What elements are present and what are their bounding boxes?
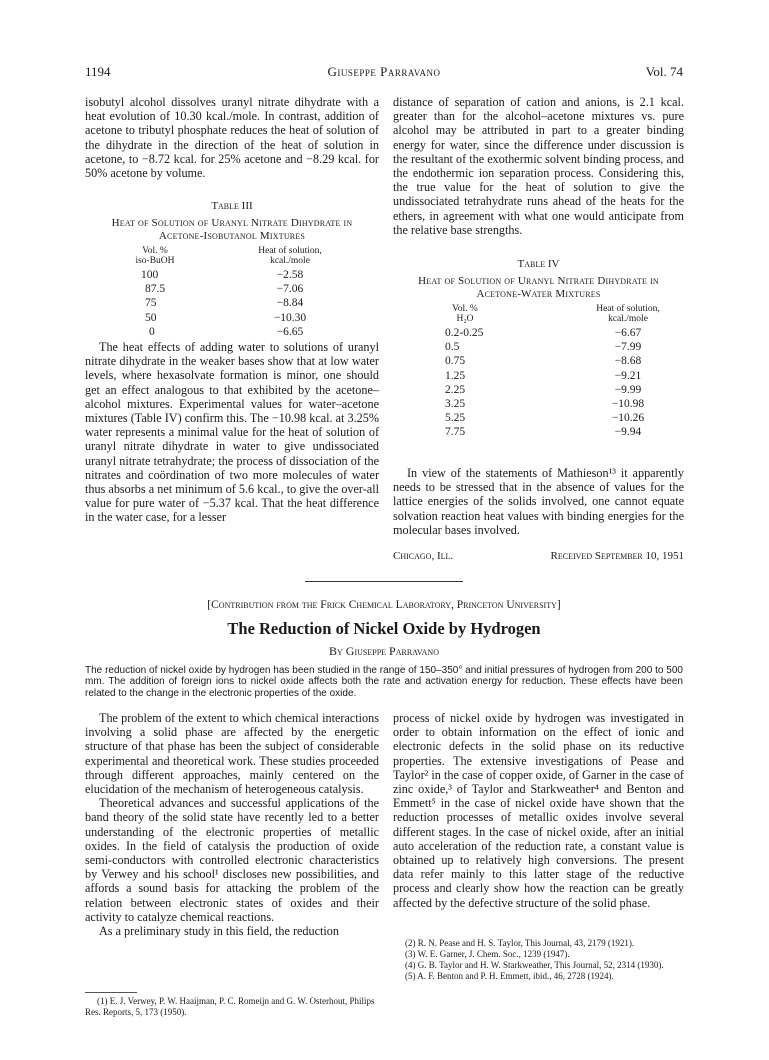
prev-left-paragraph-2: The heat effects of adding water to solutions of uranyl nitrate dihydrate in the weaker bases show that at low water levels, where hexasolvate formation is minor, one should get an effect analogous to that exhibited by the acetone–alcohol mixtures. Experimental values for water–acetone mixtures (Table IV) confirm this. The −10.98 kcal. at 3.25% water represents a minimal value for the heat of solution of uranyl nitrate dihydrate in water to give undissociated uranyl nitrate tetrahydrate; the process of dissociation of the nitrates and coördination of two more molecules of water thus absorbs a net minimum of 5.6 kcal., to give the over-all value for pure water of −5.37 kcal. That the heat difference in the water case, for a lesser bbox=[85, 340, 379, 525]
table-4 bbox=[393, 258, 684, 444]
table-4-vol-column bbox=[445, 326, 525, 440]
table-3-col1-header-l1: Vol. % bbox=[142, 246, 168, 256]
table-4-col1-header-l2: H₂O bbox=[456, 314, 474, 324]
footnotes-right bbox=[393, 938, 684, 982]
article-left-paragraph-2: Theoretical advances and successful applications of the band theory of the solid state have recently led to a better understanding of the electronic properties of metallic oxides. In the field of catalysis the production of oxide semi-conductors with controlled electronic characteristics by Verwey and his school¹ discloses new possibilities, and affords a sound basis for attacking the problem of the relation between electronic states of oxides and their activity to catalyze chemical reactions. bbox=[85, 796, 379, 924]
running-author: Giuseppe Parravano bbox=[327, 64, 441, 79]
prev-right-column-continued bbox=[393, 466, 684, 537]
table-row: −9.99 bbox=[614, 383, 642, 396]
footnote-rule-left bbox=[85, 992, 137, 993]
table-4-title-line-1: Heat of Solution of Uranyl Nitrate Dihydrate in bbox=[418, 275, 659, 287]
footnote: (3) W. E. Garner, J. Chem. Soc., 1239 (1947). bbox=[405, 949, 570, 959]
article-separator bbox=[305, 581, 463, 582]
table-row: 1.25 bbox=[445, 369, 466, 382]
table-row: 3.25 bbox=[445, 398, 466, 411]
table-3-title-line-2: Acetone-Isobutanol Mixtures bbox=[158, 230, 306, 242]
prev-right-column bbox=[393, 95, 684, 237]
table-4-body bbox=[393, 326, 684, 444]
table-3-title-line-1: Heat of Solution of Uranyl Nitrate Dihydrate in bbox=[111, 217, 353, 229]
prev-left-column bbox=[85, 95, 379, 180]
table-3-body bbox=[85, 268, 379, 343]
table-4-title-line-2: Acetone-Water Mixtures bbox=[476, 288, 601, 300]
contribution-line: [Contribution from the Frick Chemical Laboratory, Princeton University] bbox=[207, 599, 561, 611]
table-row: 75 bbox=[145, 297, 157, 310]
table-row: −10.26 bbox=[611, 412, 645, 425]
volume-number: Vol. 74 bbox=[645, 64, 683, 79]
table-row: 7.75 bbox=[445, 426, 466, 439]
footnotes-left bbox=[85, 996, 379, 1018]
table-row: −8.84 bbox=[276, 297, 304, 310]
table-row: 87.5 bbox=[145, 283, 166, 296]
table-4-heat-column bbox=[573, 326, 683, 440]
table-row: −6.65 bbox=[276, 325, 304, 338]
table-4-header bbox=[393, 304, 684, 326]
prev-left-column-continued bbox=[85, 340, 379, 525]
page-number: 1194 bbox=[85, 64, 111, 79]
article-byline: By Giuseppe Parravano bbox=[329, 644, 439, 658]
table-row: −9.21 bbox=[614, 369, 642, 382]
table-3 bbox=[85, 200, 379, 343]
footnote: (2) R. N. Pease and H. S. Taylor, This Journal, 43, 2179 (1921). bbox=[405, 938, 635, 948]
table-row: 0 bbox=[149, 325, 155, 338]
table-row: −7.06 bbox=[276, 283, 304, 296]
prev-right-paragraph-1: distance of separation of cation and anions, is 2.1 kcal. greater than for the alcohol–acetone mixtures vs. pure alcohol may be attributed in part to a greater binding energy for water, since the difference under discussion is the resultant of the exothermic solvent binding process, and the endothermic ion separation process. Considering this, the true value for the heat of solution to give the undissociated tetrahydrate runs ahead of the heats for the ethers, in agreement with what one would anticipate from the relative base strengths. bbox=[393, 95, 684, 237]
dateline-received: Received September 10, 1951 bbox=[550, 550, 684, 562]
dateline bbox=[393, 550, 684, 562]
footnote: (5) A. F. Benton and P. H. Emmett, ibid., 46, 2728 (1924). bbox=[405, 971, 614, 981]
table-row: −10.30 bbox=[273, 311, 307, 324]
prev-left-paragraph-1: isobutyl alcohol dissolves uranyl nitrate dihydrate with a heat evolution of 10.30 kcal./mole. In contrast, addition of acetone to tributyl phosphate reduces the heat of solution of the dihydrate in the direction of the heat of solution in acetone, to −8.72 kcal. for 25% acetone and −8.29 kcal. for 50% acetone by volume. bbox=[85, 95, 379, 181]
table-row: −8.68 bbox=[614, 355, 642, 368]
table-row: −10.98 bbox=[611, 398, 645, 411]
table-3-heat-column bbox=[235, 268, 345, 339]
table-4-label: Table IV bbox=[517, 258, 560, 270]
table-3-col2-header-l2: kcal./mole bbox=[270, 256, 310, 266]
table-row: 0.2-0.25 bbox=[445, 327, 484, 339]
table-3-col2-header-l1: Heat of solution, bbox=[258, 246, 322, 256]
table-3-col1-header-l2: iso-BuOH bbox=[135, 256, 175, 266]
table-row: 2.25 bbox=[445, 383, 466, 396]
article-left-paragraph-1: The problem of the extent to which chemical interactions involving a solid phase are affected by the energetic structure of that phase has been the subject of considerable experimental and theoretical work. These studies proceeded through different approaches, mainly centered on the elucidation of the mechanism of heterogeneous catalysis. bbox=[85, 711, 379, 797]
dateline-place: Chicago, Ill. bbox=[393, 550, 454, 562]
table-row: −6.67 bbox=[614, 327, 642, 339]
footnote: (4) G. B. Taylor and H. W. Starkweather, This Journal, 52, 2314 (1930). bbox=[405, 960, 664, 970]
table-row: −2.58 bbox=[276, 269, 304, 281]
footnote: (1) E. J. Verwey, P. W. Haaijman, P. C. Romeijn and G. W. Osterhout, Philips Res. Reports, 5, 173 (1950). bbox=[85, 996, 375, 1017]
table-row: 5.25 bbox=[445, 412, 466, 425]
article-abstract: The reduction of nickel oxide by hydrogen has been studied in the range of 150–350° and initial pressures of hydrogen from 200 to 500 mm. The addition of foreign ions to nickel oxide affects both the rate and activation energy for reduction. These effects have been related to the change in the electronic properties of the oxide. bbox=[85, 665, 683, 699]
table-row: 100 bbox=[141, 269, 159, 281]
table-row: 50 bbox=[145, 311, 157, 324]
article-right-column bbox=[393, 711, 684, 910]
table-row: 0.5 bbox=[445, 341, 460, 354]
table-4-col2-header-l1: Heat of solution, bbox=[596, 304, 660, 314]
table-3-header bbox=[85, 246, 379, 268]
table-4-col2-header-l2: kcal./mole bbox=[608, 314, 648, 324]
table-3-vol-column bbox=[141, 268, 201, 339]
table-row: −7.99 bbox=[614, 341, 642, 354]
article-left-paragraph-3: As a preliminary study in this field, the reduction bbox=[99, 924, 339, 939]
prev-right-paragraph-2: In view of the statements of Mathieson¹³ it apparently needs to be stressed that in the absence of values for the lattice energies of the solids involved, one cannot equate solvation reaction heat values with binding energies for the molecular bases involved. bbox=[393, 466, 684, 537]
table-row: 0.75 bbox=[445, 355, 466, 368]
table-row: −9.94 bbox=[614, 426, 642, 439]
table-3-label: Table III bbox=[211, 200, 253, 212]
table-4-col1-header-l1: Vol. % bbox=[452, 304, 478, 314]
article-right-paragraph-1: process of nickel oxide by hydrogen was investigated in order to obtain information on the effect of ionic and electronic defects in the solid phase on its reductive properties. The extensive investigations of Pease and Taylor² in the case of copper oxide, of Garner in the case of zinc oxide,³ of Taylor and Starkweather⁴ and Benton and Emmett⁵ in the case of nickel oxide have shown that the reduction processes of metallic oxides involve several different stages. In the case of nickel oxide, after an initial auto acceleration of the reduction rate, a constant value is obtained up to relatively high conversions. The present data refer mainly to this latter stage of the reductive process and clearly show how the reaction can be greatly affected by the defective structure of the solid phase. bbox=[393, 711, 684, 910]
running-header bbox=[85, 64, 683, 82]
article-title: The Reduction of Nickel Oxide by Hydrogen bbox=[227, 619, 541, 638]
article-left-column bbox=[85, 711, 379, 938]
